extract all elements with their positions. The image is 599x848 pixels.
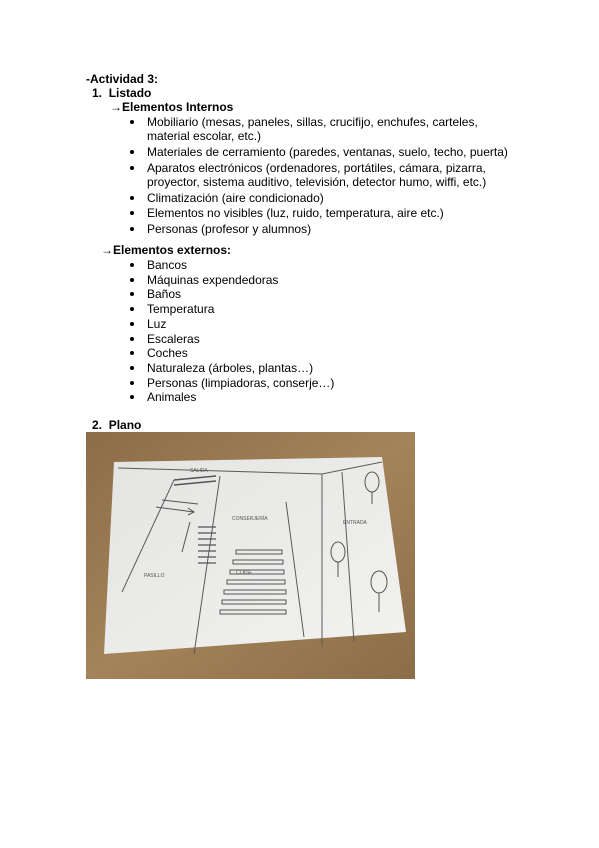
internal-list-item-text: Mobiliario (mesas, paneles, sillas, crucifijo, enchufes, carteles, [147,115,478,129]
external-list-item-text: Naturaleza (árboles, plantas…) [147,360,314,375]
internal-elements-title: Elementos Internos [122,100,234,114]
bullet-icon [130,351,134,355]
bullet-icon [130,150,134,154]
section-2-number: 2. [92,418,103,432]
bullet-icon [130,381,134,385]
stairs [198,527,216,563]
label-pasillo: PASILLO [144,573,165,579]
external-elements-heading [101,243,231,257]
floor-plan-photo [86,432,415,679]
external-list-item-text: Temperatura [147,302,215,317]
label-clase: CLASE [236,570,253,576]
activity-heading: -Actividad 3: [86,72,159,86]
bullet-icon [130,292,134,296]
section-1-number: 1. [92,86,103,100]
bullet-icon [130,211,134,215]
label-conserjeria: CONSERJERÍA [232,516,268,522]
external-list-item-text: Personas (limpiadoras, conserje…) [147,375,335,390]
bullet-icon [130,322,134,326]
label-salida: SALIDA [190,468,208,474]
external-elements-title: Elementos externos: [113,243,232,257]
bullet-icon [130,395,134,399]
internal-list-item-text: proyector, sistema auditivo, televisión, detector humo, wiffi, etc.) [147,174,487,189]
bullet-icon [130,166,134,170]
label-entrada: ENTRADA [343,520,367,526]
internal-list-item-text: Materiales de cerramiento (paredes, ventanas, suelo, techo, puerta) [147,145,508,159]
section-1-heading [92,86,151,100]
internal-list-item-text: Elementos no visibles (luz, ruido, temperatura, aire etc.) [147,206,444,220]
bullet-icon [130,263,134,267]
bullet-icon [130,227,134,231]
bullet-icon [130,120,134,124]
external-list-item-text: Máquinas expendedoras [147,272,279,287]
bullet-icon [130,196,134,200]
section-2-heading [92,418,141,432]
bullet-icon [130,307,134,311]
bullet-icon [130,366,134,370]
external-list-item-text: Luz [147,316,167,331]
external-list-item-text: Bancos [147,258,188,272]
external-list-item-text: Animales [147,390,197,405]
internal-list-item-text: Climatización (aire condicionado) [147,190,324,205]
external-list-item-text: Escaleras [147,331,200,346]
bullet-icon [130,278,134,282]
arrow-icon: → [101,243,113,257]
internal-list-item-text: Personas (profesor y alumnos) [147,221,312,236]
section-1-title: Listado [108,86,152,100]
arrow-icon: → [110,100,122,114]
internal-list-item-text: Aparatos electrónicos (ordenadores, portátiles, cámara, pizarra, [147,160,486,175]
paper-sheet [104,457,406,654]
external-list-item-text: Baños [147,287,182,302]
internal-elements-heading [110,100,233,114]
internal-list-item-text: material escolar, etc.) [147,129,262,143]
section-2-title: Plano [108,418,142,432]
external-list-item-text: Coches [147,346,188,361]
bullet-icon [130,337,134,341]
